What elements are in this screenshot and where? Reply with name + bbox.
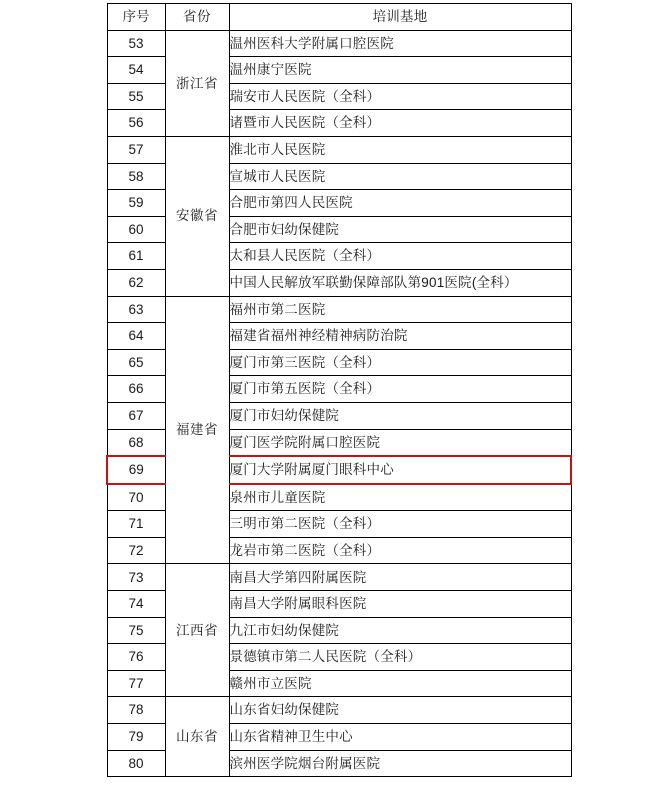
table-row	[107, 136, 571, 163]
cell-training-base: 淮北市人民医院	[229, 136, 571, 163]
cell-training-base: 泉州市儿童医院	[229, 484, 571, 511]
cell-training-base: 九江市妇幼保健院	[229, 617, 571, 644]
cell-training-base: 景德镇市第二人民医院（全科）	[229, 644, 571, 671]
cell-training-base: 南昌大学第四附属医院	[229, 564, 571, 591]
cell-seq: 61	[107, 243, 165, 270]
cell-training-base: 瑞安市人民医院（全科）	[229, 83, 571, 110]
cell-seq: 62	[107, 269, 165, 296]
table-header-row	[107, 4, 571, 31]
cell-province: 江西省	[165, 564, 229, 697]
cell-seq: 80	[107, 750, 165, 777]
cell-seq: 72	[107, 537, 165, 564]
cell-seq: 67	[107, 402, 165, 429]
cell-province: 山东省	[165, 697, 229, 777]
table-header	[107, 4, 571, 31]
cell-training-base: 中国人民解放军联勤保障部队第901医院(全科）	[229, 269, 571, 296]
column-header-province: 省份	[165, 4, 229, 31]
table-row	[107, 564, 571, 591]
column-header-seq: 序号	[107, 4, 165, 31]
table-body	[107, 30, 571, 777]
cell-seq: 54	[107, 57, 165, 84]
cell-training-base: 山东省妇幼保健院	[229, 697, 571, 724]
cell-training-base: 厦门医学院附属口腔医院	[229, 429, 571, 456]
cell-seq: 59	[107, 190, 165, 217]
cell-seq: 78	[107, 697, 165, 724]
cell-training-base: 温州医科大学附属口腔医院	[229, 30, 571, 57]
cell-training-base: 厦门市妇幼保健院	[229, 402, 571, 429]
cell-seq: 74	[107, 591, 165, 618]
cell-training-base: 三明市第二医院（全科）	[229, 511, 571, 538]
cell-seq: 66	[107, 376, 165, 403]
cell-seq: 63	[107, 296, 165, 323]
cell-training-base: 南昌大学附属眼科医院	[229, 591, 571, 618]
cell-training-base: 厦门市第三医院（全科）	[229, 349, 571, 376]
cell-province: 安徽省	[165, 136, 229, 296]
cell-training-base: 龙岩市第二医院（全科）	[229, 537, 571, 564]
cell-seq: 65	[107, 349, 165, 376]
cell-province: 浙江省	[165, 30, 229, 136]
cell-seq: 73	[107, 564, 165, 591]
cell-seq: 56	[107, 110, 165, 137]
cell-training-base: 福州市第二医院	[229, 296, 571, 323]
cell-training-base: 厦门市第五医院（全科）	[229, 376, 571, 403]
cell-seq: 55	[107, 83, 165, 110]
cell-province: 福建省	[165, 296, 229, 564]
cell-seq: 69	[107, 456, 165, 484]
cell-training-base: 福建省福州神经精神病防治院	[229, 323, 571, 350]
table-row	[107, 697, 571, 724]
cell-seq: 79	[107, 724, 165, 751]
document-page	[0, 3, 670, 801]
cell-seq: 76	[107, 644, 165, 671]
training-base-table	[106, 3, 572, 777]
cell-seq: 77	[107, 670, 165, 697]
cell-training-base: 宣城市人民医院	[229, 163, 571, 190]
cell-seq: 75	[107, 617, 165, 644]
cell-training-base: 合肥市妇幼保健院	[229, 216, 571, 243]
cell-training-base: 太和县人民医院（全科）	[229, 243, 571, 270]
cell-training-base: 赣州市立医院	[229, 670, 571, 697]
cell-seq: 64	[107, 323, 165, 350]
column-header-base: 培训基地	[229, 4, 571, 31]
cell-training-base: 合肥市第四人民医院	[229, 190, 571, 217]
cell-seq: 70	[107, 484, 165, 511]
table-row	[107, 30, 571, 57]
cell-seq: 58	[107, 163, 165, 190]
cell-seq: 71	[107, 511, 165, 538]
cell-training-base: 山东省精神卫生中心	[229, 724, 571, 751]
cell-training-base: 滨州医学院烟台附属医院	[229, 750, 571, 777]
cell-seq: 57	[107, 136, 165, 163]
cell-seq: 68	[107, 429, 165, 456]
cell-seq: 53	[107, 30, 165, 57]
cell-training-base: 温州康宁医院	[229, 57, 571, 84]
cell-seq: 60	[107, 216, 165, 243]
cell-training-base: 诸暨市人民医院（全科）	[229, 110, 571, 137]
cell-training-base: 厦门大学附属厦门眼科中心	[229, 456, 571, 484]
table-row	[107, 296, 571, 323]
